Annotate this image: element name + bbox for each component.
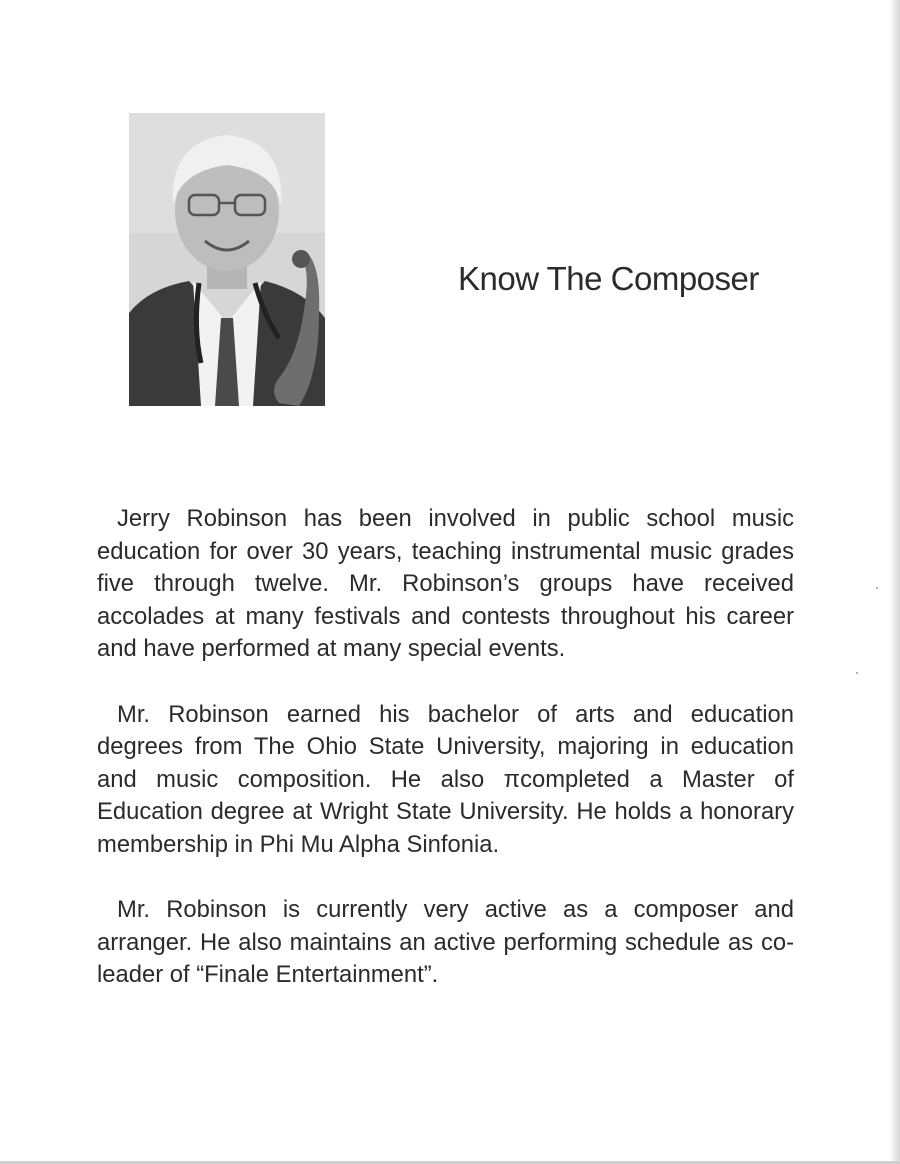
bio-paragraph: Mr. Robinson is currently very active as a composer and arranger. He also maintains an active performing schedule as co-leader of “Finale Entertainment”. — [97, 896, 794, 988]
composer-biography — [97, 503, 794, 1025]
composer-portrait-photo — [129, 113, 325, 406]
bio-paragraph: Mr. Robinson earned his bachelor of arts and education degrees from The Ohio State University, majoring in education and music composition. He also πcompleted a Master of Education degree at Wright State University. He holds a honorary membership in Phi Mu Alpha Sinfonia. — [97, 700, 794, 858]
page-edge-shadow — [890, 0, 900, 1164]
composer-portrait-icon — [129, 113, 325, 406]
page-title: Know The Composer — [458, 260, 759, 297]
scan-speck — [856, 672, 858, 674]
bio-paragraph: Jerry Robinson has been involved in public school music education for over 30 years, teaching instrumental music grades five through twelve. Mr. Robinson’s groups have received accolades at many festivals and contests throughout his career and have performed at many special events. — [97, 505, 794, 662]
scan-speck — [876, 587, 878, 589]
